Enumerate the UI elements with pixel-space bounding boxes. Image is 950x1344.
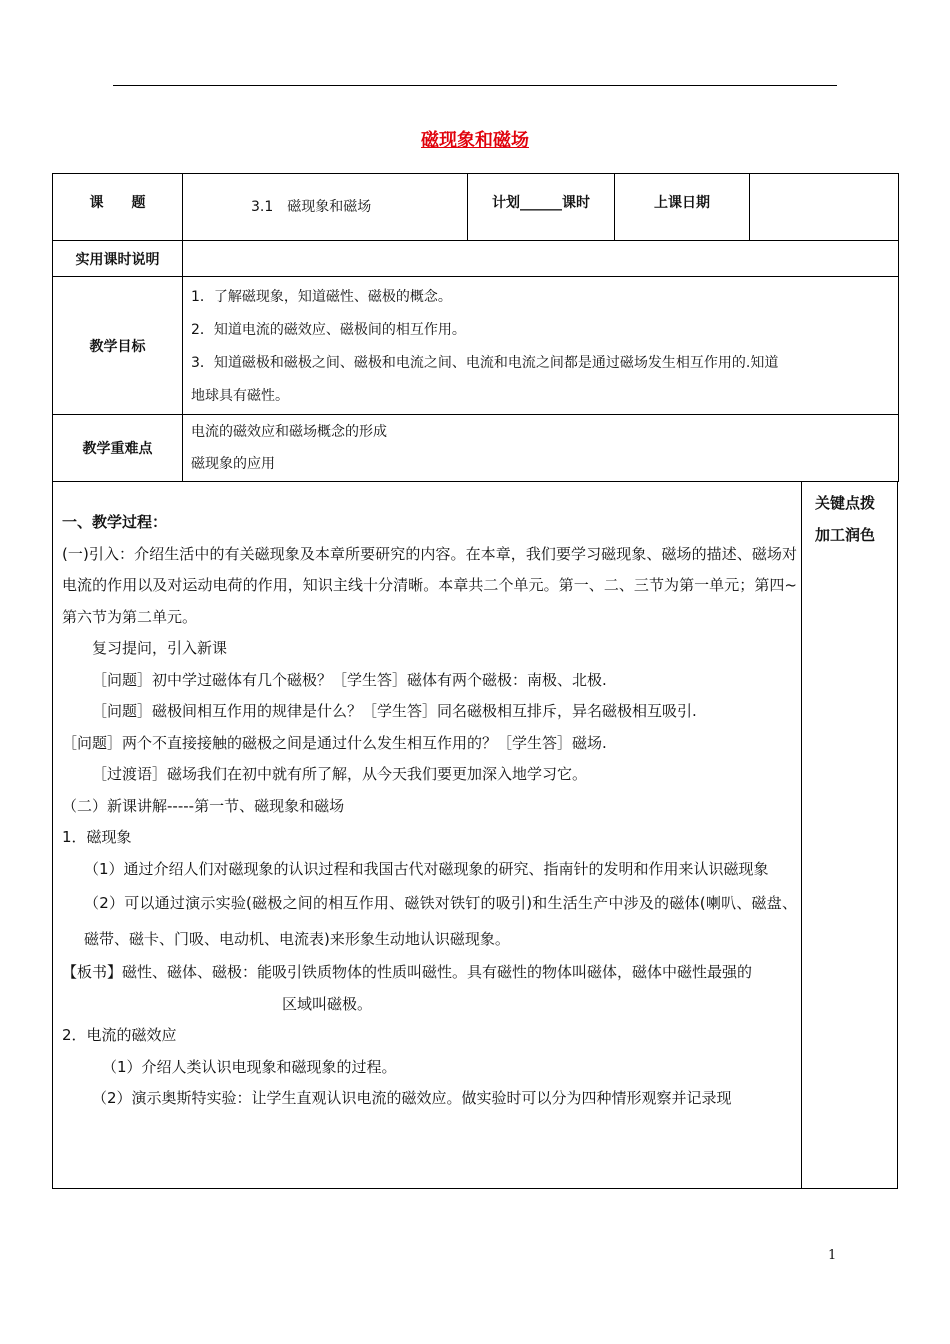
key-point-item: 电流的磁效应和磁场概念的形成 [191, 424, 387, 440]
question-3: ［问题］两个不直接接触的磁极之间是通过什么发生相互作用的？［学生答］磁场. [62, 733, 607, 752]
section-1-para-2: （2）可以通过演示实验(磁极之间的相互作用、磁铁对铁钉的吸引)和生活生产中涉及的磁体(喇叭、磁盘、磁带、磁卡、门吸、电动机、电流表)来形象生动地认识磁现象。 [84, 894, 797, 948]
key-points-label: 教学重难点 [53, 415, 183, 482]
goals-label: 教学目标 [53, 277, 183, 415]
goal-item: 2．知道电流的磁效应、磁极间的相互作用。 [191, 322, 466, 338]
hours-row [53, 241, 899, 277]
board-note: 【板书】磁性、磁体、磁极：能吸引铁质物体的性质叫磁性。具有磁性的物体叫磁体，磁体中磁性最强的 [62, 963, 753, 981]
goal-item: 3．知道磁极和磁极之间、磁极和电流之间、电流和电流之间都是通过磁场发生相互作用的.知道 [191, 355, 779, 371]
header-rule [113, 85, 837, 86]
goals-list [183, 277, 899, 415]
section-2-para-1: （1）介绍人类认识电现象和磁现象的过程。 [102, 1057, 397, 1076]
teaching-process-content [62, 507, 797, 1115]
section-heading: 一、教学过程： [62, 513, 168, 531]
section-1-para-1: （1）通过介绍人们对磁现象的认识过程和我国古代对磁现象的研究、指南针的发明和作用来认识磁现象 [84, 859, 769, 878]
hours-label: 实用课时说明 [53, 241, 183, 277]
goals-row [53, 277, 899, 415]
page-number: 1 [828, 1248, 837, 1263]
intro-paragraph: (一)引入：介绍生活中的有关磁现象及本章所要研究的内容。在本章，我们要学习磁现象、磁场的描述、磁场对电流的作用以及对运动电荷的作用，知识主线十分清晰。本章共二个单元。第一、二、三节为第一单元；第四~第六节为第二单元。 [62, 544, 797, 626]
key-point-item: 磁现象的应用 [191, 456, 275, 472]
class-date-label: 上课日期 [615, 174, 750, 241]
document-title: 磁现象和磁场 [421, 130, 529, 151]
transition-line: ［过渡语］磁场我们在初中就有所了解，从今天我们要更加深入地学习它。 [92, 765, 588, 783]
plan-hours-label: 计划______课时 [468, 174, 615, 241]
key-points-list [183, 415, 899, 482]
topic-row [53, 174, 899, 241]
section-2-para-2: （2）演示奥斯特实验：让学生直观认识电流的磁效应。做实验时可以分为四种情形观察并记录现 [92, 1089, 732, 1107]
topic-value: 3.1 磁现象和磁场 [183, 174, 468, 241]
board-note-continued: 区域叫磁极。 [282, 994, 373, 1013]
section-2-title: 2．电流的磁效应 [62, 1026, 177, 1044]
side-notes-line2: 加工润色 [815, 526, 876, 544]
class-date-value [750, 174, 899, 241]
key-points-row [53, 415, 899, 482]
question-1: ［问题］初中学过磁体有几个磁极？［学生答］磁体有两个磁极：南极、北极. [92, 670, 607, 689]
side-column-divider [801, 481, 802, 1189]
side-notes-line1: 关键点拨 [815, 494, 876, 512]
hours-value [183, 241, 899, 277]
lesson-info-table [52, 173, 899, 482]
goal-item: 地球具有磁性。 [191, 388, 289, 404]
review-line: 复习提问，引入新课 [92, 639, 228, 657]
section-1-title: 1．磁现象 [62, 828, 132, 846]
side-notes-header [815, 487, 875, 551]
goal-item: 1．了解磁现象，知道磁性、磁极的概念。 [191, 289, 452, 305]
new-lesson-heading: （二）新课讲解-----第一节、磁现象和磁场 [62, 796, 345, 815]
topic-label: 课 题 [53, 174, 183, 241]
question-2: ［问题］磁极间相互作用的规律是什么？［学生答］同名磁极相互排斥，异名磁极相互吸引. [92, 702, 697, 720]
